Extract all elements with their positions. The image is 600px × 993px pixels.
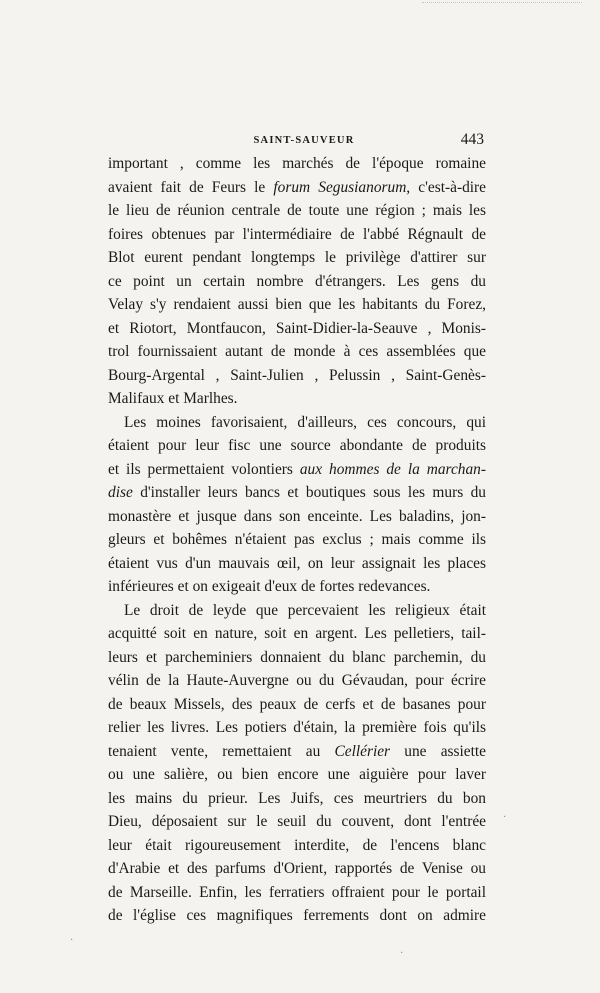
text-line: foires obtenues par l'intermédiaire de l'abbé Régnault de [108, 225, 486, 243]
speck-mark: · [400, 948, 404, 959]
text-line: gleurs et bohêmes n'étaient pas exclus ; mais comme ils [108, 531, 486, 548]
text-line: Velay s'y rendaient aussi bien que les habitants du Forez, [108, 296, 486, 313]
text-line: ou une salière, ou bien encore une aiguière pour laver [108, 766, 486, 783]
text-line: acquitté soit en nature, soit en argent. Les pelletiers, tail- [108, 625, 486, 642]
text-line: Blot eurent pendant longtemps le privilège d'attirer sur [108, 249, 486, 266]
text-line: monastère et jusque dans son enceinte. Les baladins, jon- [108, 507, 486, 525]
text-line: les mains du prieur. Les Juifs, ces meurtriers du bon [108, 789, 486, 807]
text-line: relier les livres. Les potiers d'étain, la première fois qu'ils [108, 719, 486, 736]
text-line: tenaient vente, remettaient au Cellérier une assiette [108, 742, 487, 760]
text-line: Bourg-Argental , Saint-Julien , Pelussin , Saint-Genès- [108, 366, 486, 384]
text-line: étaient vus d'un mauvais œil, on leur assignait les places [108, 554, 486, 572]
text-line: étaient pour leur fisc une source abondante de produits [108, 437, 486, 454]
speck-mark: · [503, 812, 507, 823]
text-line: vélin de la Haute-Auvergne ou du Gévaudan, pour écrire [108, 672, 486, 689]
text-line: le lieu de réunion centrale de toute une région ; mais les [108, 202, 486, 219]
text-line: de Marseille. Enfin, les ferratiers offraient pour le portail [108, 883, 486, 901]
text-line: et Riotort, Montfaucon, Saint-Didier-la-Seauve , Monis- [108, 319, 486, 337]
italic-phrase: aux hommes de la marchan- [299, 460, 486, 478]
page-number: 443 [460, 131, 484, 148]
text-line: Malifaux et Marlhes. [108, 390, 238, 407]
running-head: SAINT-SAUVEUR [253, 135, 355, 146]
italic-phrase: forum Segusianorum, [273, 178, 411, 196]
speck-mark: · [70, 935, 74, 946]
text-line: Les moines favorisaient, d'ailleurs, ces concours, qui [124, 413, 486, 431]
text-line: ce point un certain nombre d'étrangers. Les gens du [108, 272, 486, 290]
text-line: de l'église ces magnifiques ferrements dont on admire [108, 907, 486, 924]
text-line: Le droit de leyde que percevaient les religieux était [124, 601, 486, 619]
text-line: d'Arabie et des parfums d'Orient, rapportés de Venise ou [108, 860, 486, 877]
text-line: et ils permettaient volontiers aux hommes de la marchan- [108, 460, 486, 478]
italic-phrase: dise [108, 484, 133, 501]
top-edge-rule [422, 2, 582, 3]
text-line: leurs et parcheminiers donnaient du blanc parchemin, du [108, 648, 486, 666]
text-line: Dieu, déposaient sur le seuil du couvent, dont l'entrée [108, 813, 486, 830]
text-line: important , comme les marchés de l'époque romaine [108, 155, 486, 172]
text-line: dise d'installer leurs bancs et boutiques sous les murs du [108, 484, 486, 501]
text-line: leur était rigoureusement interdite, de l'encens blanc [108, 836, 486, 854]
text-line: avaient fait de Feurs le forum Segusianorum, c'est-à-dire [108, 178, 486, 196]
text-line: trol fournissaient autant de monde à ces assemblées que [108, 343, 486, 360]
text-line: de beaux Missels, des peaux de cerfs et de basanes pour [108, 695, 486, 713]
page-header [108, 131, 486, 153]
body-text [108, 152, 486, 928]
italic-phrase: Cellérier [334, 742, 391, 760]
text-line: inférieures et on exigeait d'eux de fortes redevances. [108, 578, 431, 595]
